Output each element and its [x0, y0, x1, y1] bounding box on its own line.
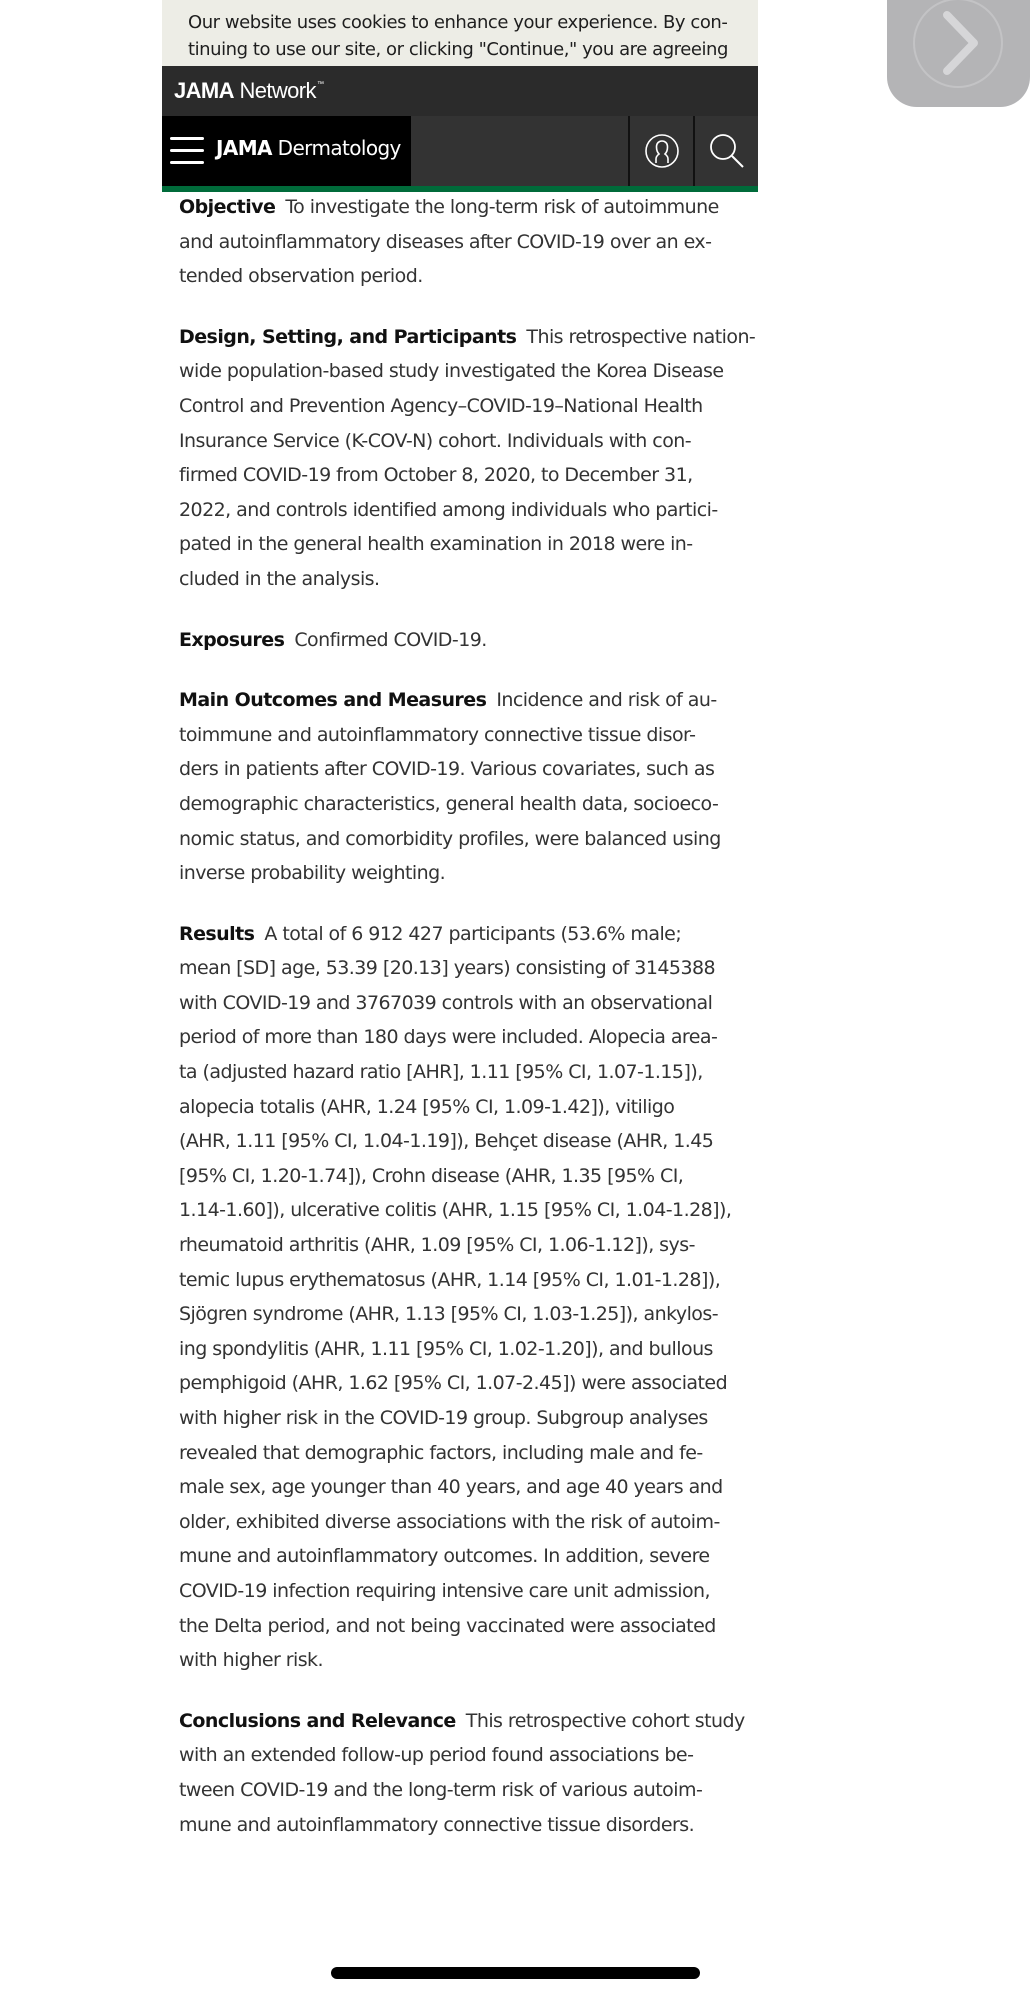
abstract-line: nomic status, and comorbidity profiles, were balanced using [179, 827, 721, 850]
abstract-line: 1.14-1.60]), ulcerative colitis (AHR, 1.15 [95% CI, 1.04-1.28]), [179, 1199, 732, 1222]
section-text: To investigate the long-term risk of autoimmune [285, 196, 719, 218]
section-text: This retrospective nation- [526, 325, 756, 348]
abstract-line: with higher risk in the COVID-19 group. Subgroup analyses [179, 1407, 708, 1429]
abstract-line [179, 683, 749, 718]
cookie-banner-text-line: tinuing to use our site, or clicking "Continue," you are agreeing [188, 39, 728, 60]
abstract-content [179, 190, 756, 1868]
abstract-line: with an extended follow-up period found associations be- [179, 1744, 694, 1767]
abstract-line [179, 1704, 749, 1739]
hamburger-menu-icon[interactable] [170, 135, 204, 167]
journal-brand-area [162, 116, 411, 186]
abstract-line: pated in the general health examination in 2018 were in- [179, 533, 693, 556]
abstract-line: Sjögren syndrome (AHR, 1.13 [95% CI, 1.03-1.25]), ankylos- [179, 1303, 719, 1326]
abstract-line: revealed that demographic factors, including male and fe- [179, 1441, 703, 1464]
section-heading: Main Outcomes and Measures [179, 689, 487, 712]
cookie-banner-text-line: Our website uses cookies to enhance your experience. By con- [188, 12, 728, 33]
abstract-line [179, 320, 756, 355]
section-heading: Exposures [179, 628, 285, 651]
section-text: This retrospective cohort study [465, 1709, 745, 1732]
abstract-line: mune and autoinflammatory connective tissue disorders. [179, 1813, 695, 1836]
network-header-bar [162, 66, 758, 116]
abstract-line: pemphigoid (AHR, 1.62 [95% CI, 1.07-2.45]) were associated [179, 1372, 728, 1395]
abstract-line: cluded in the analysis. [179, 567, 380, 590]
abstract-line: (AHR, 1.11 [95% CI, 1.04-1.19]), Behçet disease (AHR, 1.45 [179, 1130, 714, 1153]
abstract-line: with COVID-19 and 3767039 controls with an observational [179, 991, 713, 1014]
abstract-line [179, 623, 749, 658]
abstract-line: [95% CI, 1.20-1.74]), Crohn disease (AHR, 1.35 [95% CI, [179, 1164, 684, 1187]
abstract-line: rheumatoid arthritis (AHR, 1.09 [95% CI, 1.06-1.12]), sys- [179, 1234, 695, 1257]
network-logo-light: Network [233, 78, 316, 103]
abstract-line: Control and Prevention Agency–COVID-19–National Health [179, 394, 703, 417]
journal-title-light: Dermatology [271, 136, 401, 160]
abstract-line: period of more than 180 days were included. Alopecia area- [179, 1026, 718, 1049]
abstract-line: toimmune and autoinflammatory connective tissue disor- [179, 723, 696, 746]
abstract-line: alopecia totalis (AHR, 1.24 [95% CI, 1.09-1.42]), vitiligo [179, 1095, 675, 1118]
cookie-consent-banner [162, 0, 758, 66]
abstract-section-exposures [179, 623, 749, 658]
abstract-line: Insurance Service (K-COV-N) cohort. Individuals with con- [179, 429, 692, 452]
account-button[interactable] [630, 116, 693, 186]
abstract-line: tended observation period. [179, 265, 423, 288]
abstract-line: and autoinflammatory diseases after COVID-19 over an ex- [179, 230, 712, 253]
abstract-line [179, 917, 749, 952]
abstract-line: with higher risk. [179, 1649, 323, 1672]
abstract-line: 2022, and controls identified among individuals who partici- [179, 498, 718, 521]
section-text: Incidence and risk of au- [496, 689, 717, 712]
abstract-line: ta (adjusted hazard ratio [AHR], 1.11 [95% CI, 1.07-1.15]), [179, 1061, 703, 1084]
section-heading: Design, Setting, and Participants [179, 325, 517, 348]
abstract-line: mean [SD] age, 53.39 [20.13] years) consisting of 3145388 [179, 957, 716, 980]
journal-title-bold: JAMA [216, 136, 272, 160]
abstract-line: firmed COVID-19 from October 8, 2020, to December 31, [179, 464, 693, 487]
home-indicator-bar[interactable] [331, 1967, 700, 1979]
abstract-section-design [179, 320, 756, 597]
abstract-line: the Delta period, and not being vaccinated were associated [179, 1614, 716, 1637]
abstract-section-results [179, 917, 749, 1678]
section-heading: Results [179, 922, 255, 945]
section-heading: Conclusions and Relevance [179, 1709, 456, 1732]
user-account-icon [644, 133, 680, 169]
abstract-line: tween COVID-19 and the long-term risk of various autoim- [179, 1778, 703, 1801]
trademark-symbol: ™ [316, 81, 324, 88]
jama-network-logo[interactable] [174, 78, 323, 104]
abstract-line: temic lupus erythematosus (AHR, 1.14 [95% CI, 1.01-1.28]), [179, 1268, 721, 1291]
search-icon [708, 132, 746, 170]
abstract-line: demographic characteristics, general health data, socioeco- [179, 792, 719, 815]
journal-title-link[interactable] [216, 136, 401, 160]
abstract-section-conclusions [179, 1704, 749, 1842]
section-text: Confirmed COVID-19. [294, 628, 487, 651]
abstract-line: wide population-based study investigated the Korea Disease [179, 360, 724, 383]
chevron-right-icon [932, 5, 982, 81]
abstract-section-outcomes [179, 683, 749, 891]
section-heading: Objective [179, 196, 276, 218]
section-text: A total of 6 912 427 participants (53.6% male; [264, 922, 682, 945]
abstract-section-objective [179, 190, 749, 294]
abstract-line [179, 190, 749, 225]
abstract-line: male sex, age younger than 40 years, and age 40 years and [179, 1476, 723, 1499]
abstract-line: COVID-19 infection requiring intensive care unit admission, [179, 1579, 711, 1602]
abstract-line: mune and autoinflammatory outcomes. In addition, severe [179, 1545, 710, 1568]
abstract-line: ing spondylitis (AHR, 1.11 [95% CI, 1.02-1.20]), and bullous [179, 1337, 713, 1360]
network-logo-bold: JAMA [174, 78, 234, 103]
next-article-button[interactable] [887, 0, 1030, 107]
journal-nav-bar [162, 116, 758, 186]
abstract-line: ders in patients after COVID-19. Various covariates, such as [179, 758, 715, 781]
abstract-line: inverse probability weighting. [179, 862, 446, 885]
search-button[interactable] [695, 116, 758, 186]
abstract-line: older, exhibited diverse associations with the risk of autoim- [179, 1510, 720, 1533]
